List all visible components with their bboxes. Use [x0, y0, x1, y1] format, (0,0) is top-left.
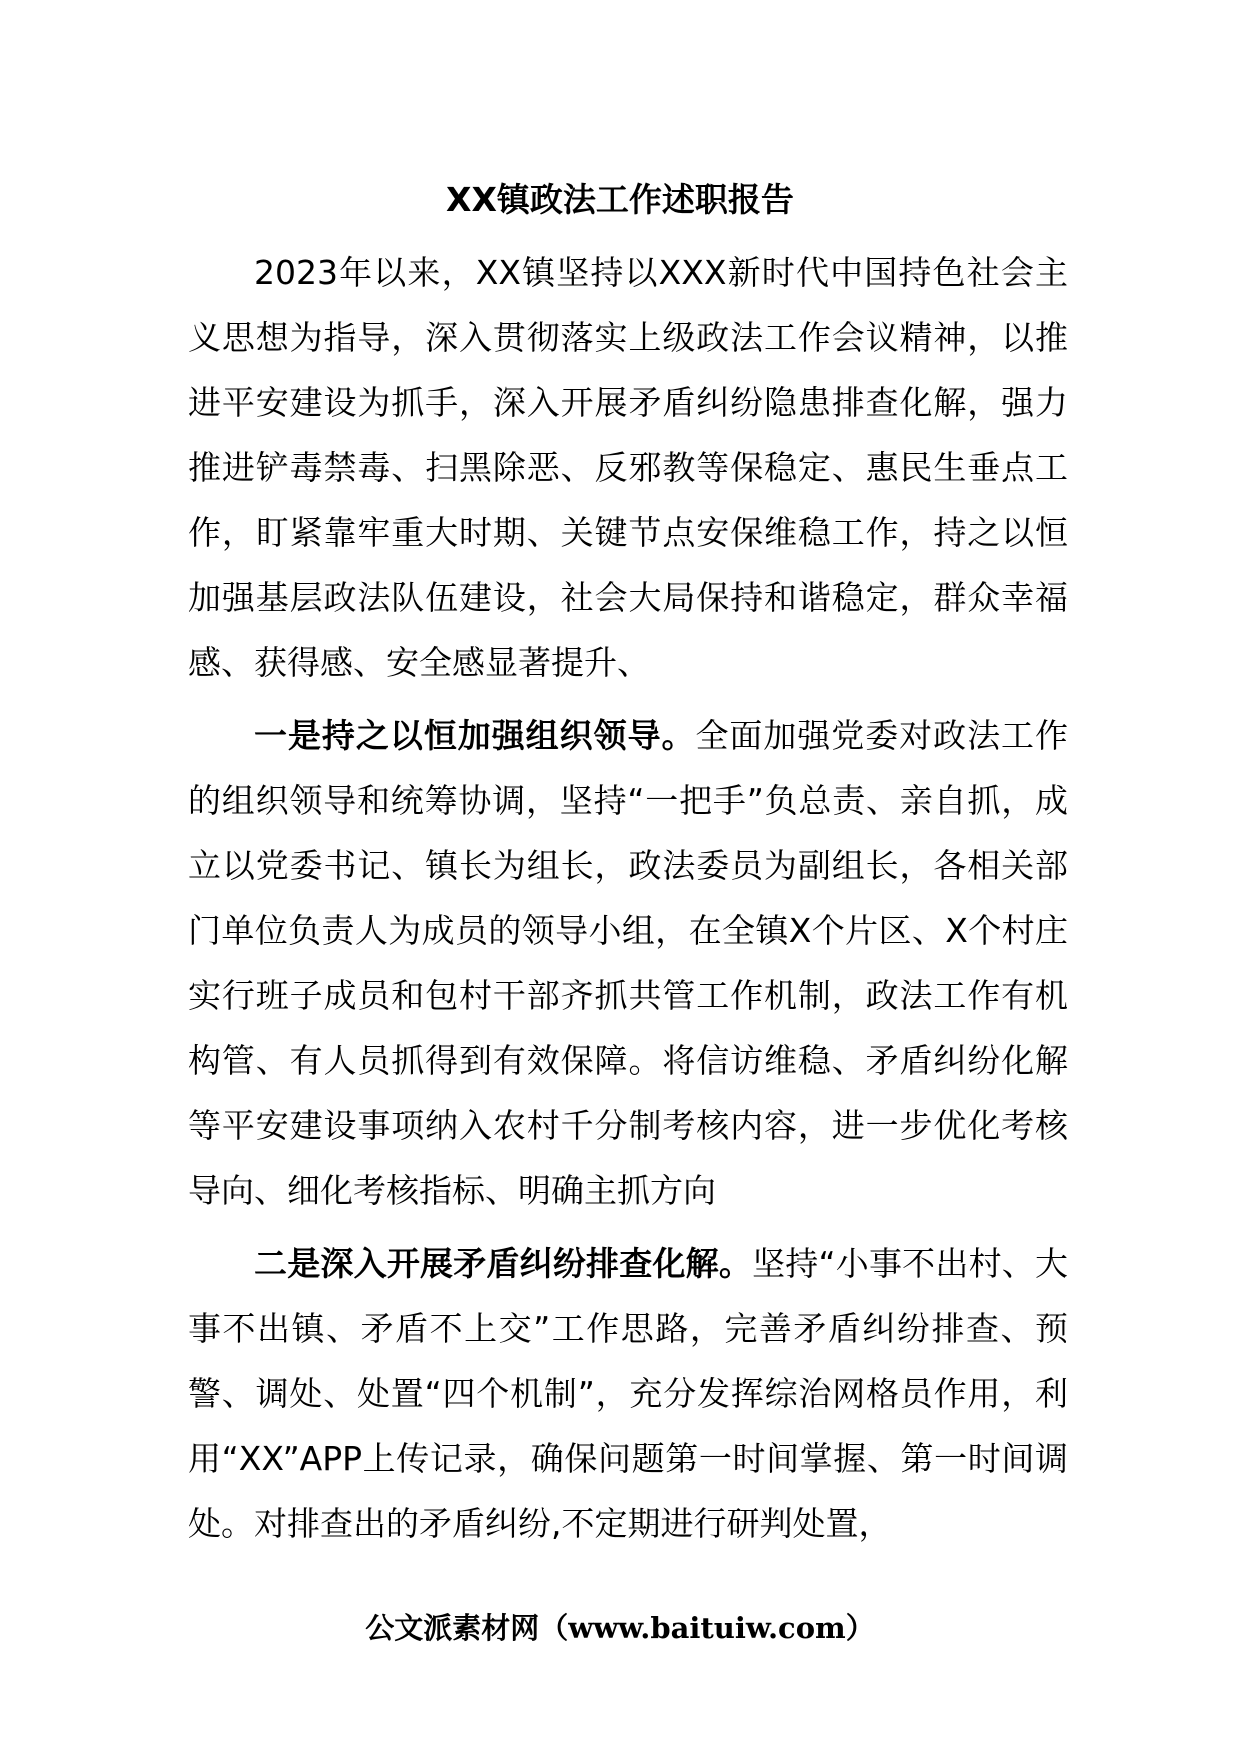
paragraph-intro [188, 240, 1068, 695]
paragraph-lead: 二是深入开展矛盾纠纷排查化解。 [254, 1244, 753, 1283]
document-title: XX镇政法工作述职报告 [446, 180, 794, 219]
paragraph-text: 全面加强党委对政法工作的组织领导和统筹协调，坚持“一把手”负总责、亲自抓，成立以党委书记、镇长为组长，政法委员为副组长，各相关部门单位负责人为成员的领导小组，在全镇X个片区、X个村庄实行班子成员和包村干部齐抓共管工作机制，政法工作有机构管、有人员抓得到有效保障。将信访维稳、矛盾纠纷化解等平安建设事项纳入农村千分制考核内容，进一步优化考核导向、细化考核指标、明确主抓方向 [188, 716, 1069, 1210]
paragraph-dispute-resolution [188, 1231, 1068, 1556]
paragraph-text: 坚持“小事不出村、大事不出镇、矛盾不上交”工作思路，完善矛盾纠纷排查、预警、调处、处置“四个机制”，充分发挥综治网格员作用，利用“XX”APP上传记录，确保问题第一时间掌握、第一时间调处。对排查出的矛盾纠纷,不定期进行研判处置， [188, 1244, 1068, 1543]
footer-source: 公文派素材网（www.baituiw.com） [365, 1611, 875, 1645]
document-body [188, 240, 1068, 1556]
paragraph-text: 2023年以来，XX镇坚持以XXX新时代中国持色社会主义思想为指导，深入贯彻落实上级政法工作会议精神，以推进平安建设为抓手，深入开展矛盾纠纷隐患排查化解，强力推进铲毒禁毒、扫黑除恶、反邪教等保稳定、惠民生垂点工作，盯紧靠牢重大时期、关键节点安保维稳工作，持之以恒加强基层政法队伍建设，社会大局保持和谐稳定，群众幸福感、获得感、安全感显著提升、 [188, 253, 1068, 682]
paragraph-lead: 一是持之以恒加强组织领导。 [254, 716, 696, 755]
paragraph-organization-leadership [188, 703, 1068, 1223]
